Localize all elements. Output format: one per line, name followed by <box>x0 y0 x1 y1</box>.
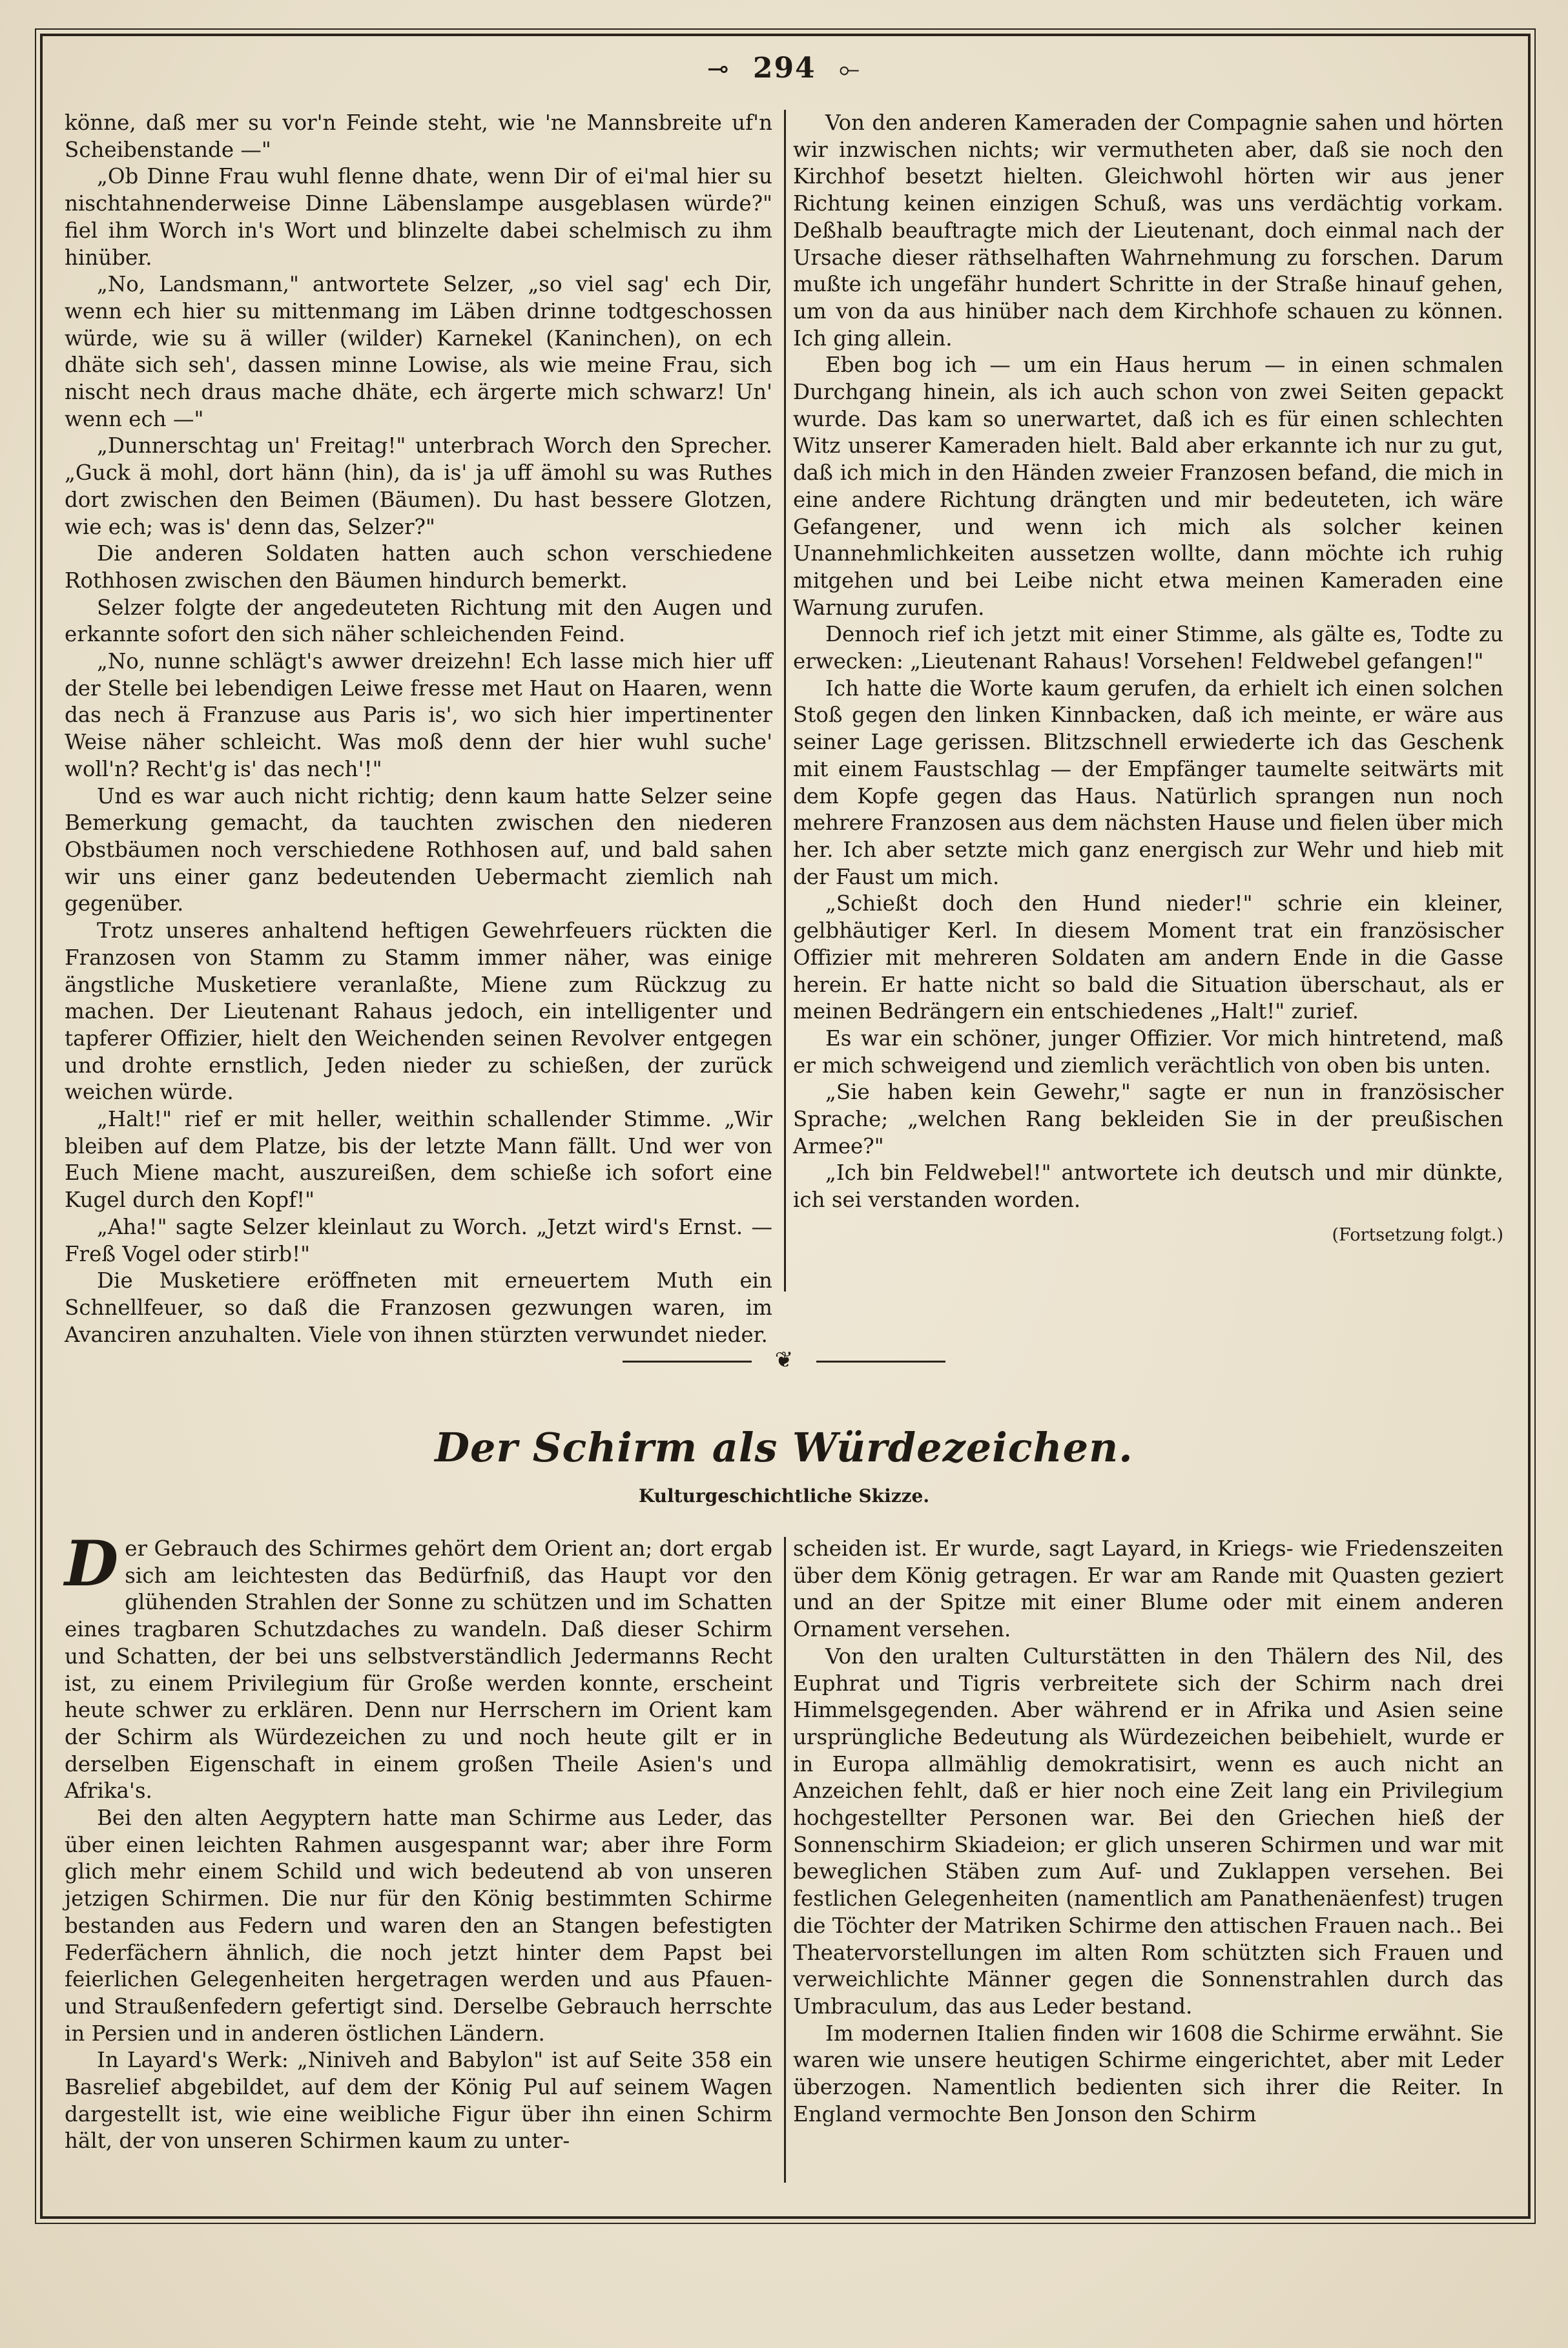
paragraph: Die Musketiere eröffneten mit erneuertem Muth ein Schnellfeuer, so daß die Franzosen gezwungen waren, im Avanciren anzuhalten. Viele von ihnen stürzten verwundet nieder. <box>65 1268 772 1347</box>
paragraph: könne, daß mer su vor'n Feinde steht, wie 'ne Mannsbreite uf'n Scheibenstande —" <box>65 110 772 162</box>
paragraph: Es war ein schöner, junger Offizier. Vor mich hintretend, maß er mich schweigend und ziemlich verächtlich von oben bis unten. <box>793 1025 1503 1078</box>
page-number-line <box>0 52 1568 85</box>
story-column-right <box>793 110 1503 1298</box>
paragraph: Ich hatte die Worte kaum gerufen, da erhielt ich einen solchen Stoß gegen den linken Kinnbacken, daß ich meinte, er wäre aus seiner Lage gerissen. Blitzschnell erwiederte ich das Geschenk mit einem Faustschlag — der Empfänger taumelte seitwärts mit dem Kopfe gegen das Haus. Natürlich sprangen nun noch mehrere Franzosen aus dem nächsten Hause und fielen über mich her. Ich aber setzte mich ganz energisch zur Wehr und hieb mit der Faust um mich. <box>793 675 1503 889</box>
paragraph: In Layard's Werk: „Niniveh and Babylon" ist auf Seite 358 ein Basrelief abgebildet, auf dem der König Pul auf seinem Wagen dargestellt ist, wie eine weibliche Figur über ihn einen Schirm hält, der von unseren Schirmen kaum zu unter- <box>65 2048 772 2154</box>
paragraph: „Dunnerschtag un' Freitag!" unterbrach Worch den Sprecher. „Guck ä mohl, dort hänn (hin), da is' ja uff ämohl su was Ruthes dort zwischen den Beimen (Bäumen). Du hast bessere Glotzen, wie ech; was is' denn das, Selzer?" <box>65 433 772 539</box>
paragraph: scheiden ist. Er wurde, sagt Layard, in Kriegs- wie Friedenszeiten über dem König getragen. Er war am Rande mit Quasten geziert und an der Spitze mit einer Blume oder mit einem anderen Ornament versehen. <box>793 1536 1503 1642</box>
article-column-right <box>793 1536 1503 2181</box>
section-divider <box>623 1347 945 1373</box>
paragraph: „Schießt doch den Hund nieder!" schrie ein kleiner, gelbhäutiger Kerl. In diesem Moment trat ein französischer Offizier mit mehreren Soldaten am andern Ende in die Gasse herein. Er hatte nicht so bald die Situation überschaut, als er meinen Bedrängern ein entschiedenes „Halt!" zurief. <box>793 891 1503 1024</box>
paragraph: Dennoch rief ich jetzt mit einer Stimme, als gälte es, Todte zu erwecken: „Lieutenant Rahaus! Vorsehen! Feldwebel gefangen!" <box>793 622 1503 674</box>
page-number: 294 <box>752 52 816 85</box>
article-title: Der Schirm als Würdezeichen. <box>435 1424 1133 1471</box>
divider-line-right <box>816 1361 945 1363</box>
paragraph: „Sie haben kein Gewehr," sagte er nun in französischer Sprache; „welchen Rang bekleiden Sie in der preußischen Armee?" <box>793 1080 1503 1159</box>
paragraph: Und es war auch nicht richtig; denn kaum hatte Selzer seine Bemerkung gemacht, da tauchten zwischen den niederen Obstbäumen noch verschiedene Rothhosen auf, und bald sahen wir uns einer ganz bedeutenden Uebermacht ziemlich nah gegenüber. <box>65 783 772 916</box>
paragraph-first-text: er Gebrauch des Schirmes gehört dem Orient an; dort ergab sich am leichtesten das Bedürfniß, das Haupt vor den glühenden Strahlen der Sonne zu schützen und im Schatten eines tragbaren Schutzdaches zu wandeln. Daß dieser Schirm und Schatten, der bei uns selbstverständlich Jedermanns Recht ist, zu einem Privilegium für Große werden konnte, erscheint heute schwer zu erklären. Denn nur Herrschern im Orient kam der Schirm als Würdezeichen zu und noch heute gilt er in derselben Eigenschaft in einem großen Theile Asien's und Afrika's. <box>65 1536 772 1804</box>
column-divider-bottom <box>784 1537 786 2183</box>
story-column-left <box>65 110 772 1347</box>
column-divider-top <box>784 110 786 1292</box>
paragraph: Trotz unseres anhaltend heftigen Gewehrfeuers rückten die Franzosen von Stamm zu Stamm immer näher, was einige ängstliche Musketiere veranlaßte, Miene zum Rückzug zu machen. Der Lieutenant Rahaus jedoch, ein intelligenter und tapferer Offizier, hielt den Weichenden seinen Revolver entgegen und drohte ernstlich, Jeden nieder zu schießen, der zurück weichen würde. <box>65 918 772 1105</box>
paragraph: „Ich bin Feldwebel!" antwortete ich deutsch und mir dünkte, ich sei verstanden worden. <box>793 1160 1503 1213</box>
paragraph: Eben bog ich — um ein Haus herum — in einen schmalen Durchgang hinein, als ich auch schon von zwei Seiten gepackt wurde. Das kam so unerwartet, daß ich es für einen schlechten Witz unserer Kameraden hielt. Bald aber erkannte ich nur zu gut, daß ich mich in den Händen zweier Franzosen befand, die mich in eine andere Richtung drängten und mir bedeuteten, ich wäre Gefangener, und wenn ich mich als solcher keinen Unannehmlichkeiten aussetzen wollte, dann möchte ich ruhig mitgehen und bei Leibe nicht etwa meinen Kameraden eine Warnung zurufen. <box>793 353 1503 620</box>
divider-ornament: ❦ <box>774 1347 794 1373</box>
page-number-ornament-left: ⊸ <box>707 54 730 84</box>
paragraph: „Aha!" sagte Selzer kleinlaut zu Worch. „Jetzt wird's Ernst. — Freß Vogel oder stirb!" <box>65 1214 772 1266</box>
drop-cap: D <box>65 1527 119 1600</box>
paragraph: „No, Landsmann," antwortete Selzer, „so viel sag' ech Dir, wenn ech hier su mittenmang im Läben drinne todtgeschossen würde, wie su ä willer (wilder) Karnekel (Kaninchen), on ech dhäte sich seh', dassen minne Lowise, als wie meine Frau, sich nischt nech draus mache dhäte, ech ärgerte mich schwarz! Un' wenn ech —" <box>65 272 772 431</box>
paragraph: Von den anderen Kameraden der Compagnie sahen und hörten wir inzwischen nichts; wir vermutheten aber, daß sie noch den Kirchhof besetzt hielten. Gleichwohl hörten wir aus jener Richtung keinen einzigen Schuß, was uns verdächtig vorkam. Deßhalb beauftragte mich der Lieutenant, doch einmal nach der Ursache dieser räthselhaften Wahrnehmung zu forschen. Darum mußte ich ungefähr hundert Schritte in der Straße hinauf gehen, um von da aus hinüber nach dem Kirchhofe schauen zu können. Ich ging allein. <box>793 110 1503 351</box>
page-number-ornament-right: ⟜ <box>839 54 861 84</box>
paragraph: Die anderen Soldaten hatten auch schon verschiedene Rothhosen zwischen den Bäumen hindurch bemerkt. <box>65 541 772 593</box>
paragraph: Bei den alten Aegyptern hatte man Schirme aus Leder, das über einen leichten Rahmen ausgespannt war; aber ihre Form glich mehr einem Schild und wich bedeutend ab von unseren jetzigen Schirmen. Die nur für den König bestimmten Schirme bestanden aus Federn und waren den an Stangen befestigten Federfächern ähnlich, die noch jetzt hinter dem Papst bei feierlichen Gelegenheiten hergetragen werden und aus Pfauen- und Straußenfedern gefertigt sind. Derselbe Gebrauch herrschte in Persien und in anderen östlichen Ländern. <box>65 1806 772 2046</box>
continuation-note: (Fortsetzung folgt.) <box>1332 1224 1503 1245</box>
paragraph-first <box>65 1527 772 1805</box>
paragraph: „Ob Dinne Frau wuhl flenne dhate, wenn Dir of ei'mal hier su nischtahnenderweise Dinne Läbenslampe ausgeblasen würde?" fiel ihm Worch in's Wort und blinzelte dabei schelmisch zu ihm hinüber. <box>65 164 772 270</box>
paragraph: „No, nunne schlägt's awwer dreizehn! Ech lasse mich hier uff der Stelle bei lebendigen Leiwe fresse met Haut on Haaren, wenn das nech ä Franzuse aus Paris is', wo sich hier impertinenter Weise näher schleicht. Was moß denn der hier wuhl suche' woll'n? Recht'g is' das nech'!" <box>65 649 772 781</box>
paragraph: Im modernen Italien finden wir 1608 die Schirme erwähnt. Sie waren wie unsere heutigen Schirme eingerichtet, aber mit Leder überzogen. Namentlich bedienten sich ihrer die Reiter. In England vermochte Ben Jonson den Schirm <box>793 2021 1503 2127</box>
paragraph: Von den uralten Culturstätten in den Thälern des Nil, des Euphrat und Tigris verbreitete sich der Schirm nach drei Himmelsgegenden. Aber während er in Afrika und Asien seine ursprüngliche Bedeutung als Würdezeichen beibehielt, wurde er in Europa allmählig demokratisirt, wenn es auch nicht an Anzeichen fehlt, daß er hier noch eine Zeit lang ein Privilegium hochgestellter Personen war. Bei den Griechen hieß der Sonnenschirm Skiadeion; er glich unseren Schirmen und war mit beweglichen Stäben zum Auf- und Zuklappen versehen. Bei festlichen Gelegenheiten (namentlich am Panathenäenfest) trugen die Töchter der Matriken Schirme den attischen Frauen nach.. Bei Theatervorstellungen im alten Rom schützten sich Frauen und verweichlichte Männer gegen die Sonnenstrahlen durch das Umbraculum, das aus Leder bestand. <box>793 1643 1503 2019</box>
article-subtitle: Kulturgeschichtliche Skizze. <box>638 1485 930 1507</box>
article-column-left <box>65 1527 772 2181</box>
paragraph: „Halt!" rief er mit heller, weithin schallender Stimme. „Wir bleiben auf dem Platze, bis der letzte Mann fällt. Und wer von Euch Miene macht, auszureißen, dem schieße ich sofort eine Kugel durch den Kopf!" <box>65 1107 772 1213</box>
paragraph: Selzer folgte der angedeuteten Richtung mit den Augen und erkannte sofort den sich näher schleichenden Feind. <box>65 595 772 647</box>
